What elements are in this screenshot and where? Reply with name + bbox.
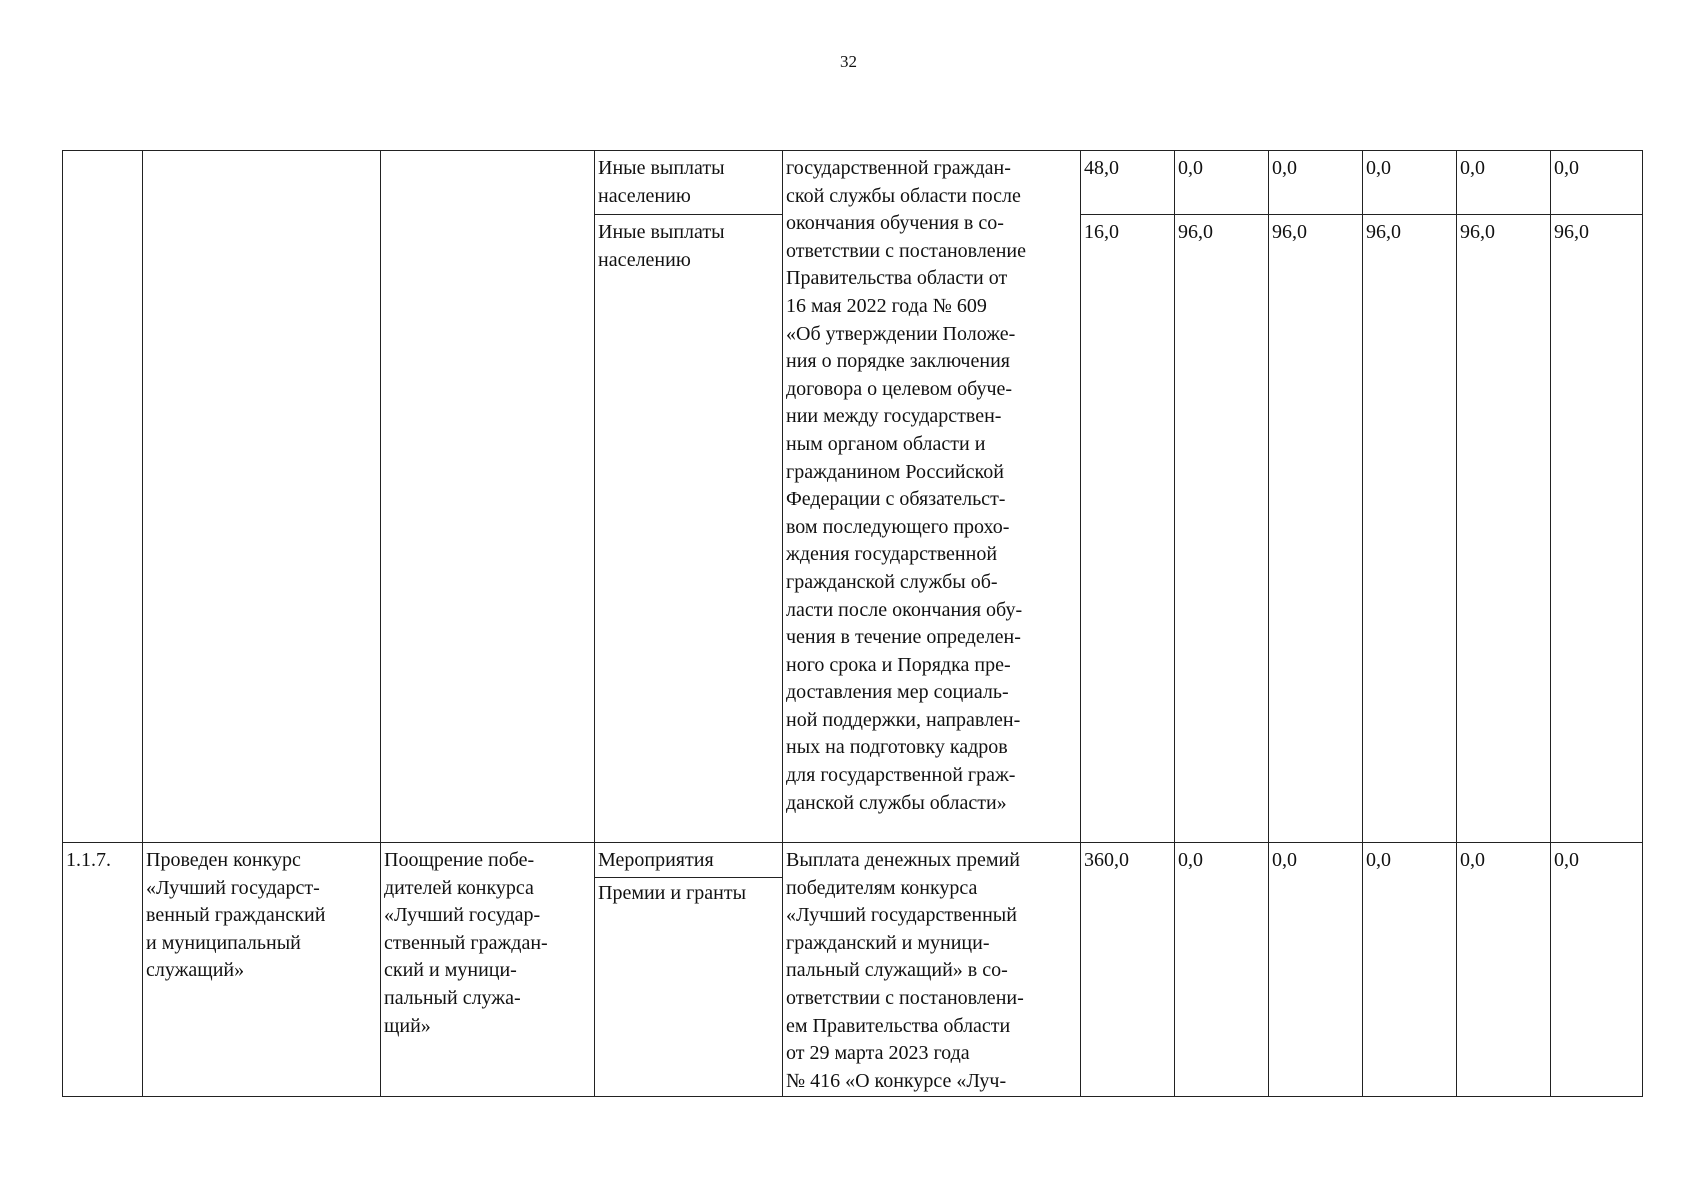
cell-measure	[381, 151, 595, 843]
cell-value: 0,0	[1175, 151, 1269, 215]
cell-description: Выплата денежных премий победителям конкурса «Лучший государственный гражданский и муници- пальный служащий» в со- ответствии с постановлени- ем Правительства области от 29 марта 2023 года № 416 «О конкурсе «Луч-	[783, 843, 1081, 1097]
cell-value: 0,0	[1363, 843, 1457, 1097]
cell-measure: Поощрение побе- дителей конкурса «Лучший государ- ственный граждан- ский и муници- пальный служа- щий»	[381, 843, 595, 1097]
cell-value: 96,0	[1457, 215, 1551, 843]
cell-value: 0,0	[1551, 151, 1643, 215]
cell-expense-type: Иные выплаты населению	[595, 151, 783, 215]
cell-result	[143, 151, 381, 843]
expense-type-label: Мероприятия	[595, 847, 782, 878]
cell-description: государственной граждан- ской службы области после окончания обучения в со- ответствии с постановление Правительства области от 16 мая 2022 года № 609 «Об утверждении Положе- ния о порядке заключения договора о целевом обуче- нии между государствен- ным органом области и гражданином Российской Федерации с обязательст- вом последующего прохо- ждения государственной гражданской службы об- ласти после окончания обу- чения в течение определен- ного срока и Порядка пре- доставления мер социаль- ной поддержки, направлен- ных на подготовку кадров для государственной граж- данской службы области»	[783, 151, 1081, 843]
cell-number: 1.1.7.	[63, 843, 143, 1097]
cell-value: 96,0	[1363, 215, 1457, 843]
cell-value: 96,0	[1269, 215, 1363, 843]
cell-value: 0,0	[1551, 843, 1643, 1097]
table-row	[63, 151, 1643, 215]
cell-number	[63, 151, 143, 843]
cell-value: 0,0	[1175, 843, 1269, 1097]
cell-value: 0,0	[1269, 151, 1363, 215]
cell-result: Проведен конкурс «Лучший государст- венный гражданский и муниципальный служащий»	[143, 843, 381, 1097]
page-number: 32	[840, 52, 857, 71]
cell-value: 360,0	[1081, 843, 1175, 1097]
cell-value: 96,0	[1551, 215, 1643, 843]
cell-value: 0,0	[1457, 843, 1551, 1097]
cell-value: 0,0	[1363, 151, 1457, 215]
cell-value: 96,0	[1175, 215, 1269, 843]
cell-expense-type	[595, 843, 783, 1097]
table-row	[63, 843, 1643, 1097]
cell-value: 0,0	[1457, 151, 1551, 215]
budget-table	[62, 150, 1643, 1097]
cell-expense-type: Иные выплаты населению	[595, 215, 783, 843]
expense-type-label: Премии и гранты	[598, 881, 747, 904]
cell-value: 0,0	[1269, 843, 1363, 1097]
cell-value: 48,0	[1081, 151, 1175, 215]
cell-value: 16,0	[1081, 215, 1175, 843]
